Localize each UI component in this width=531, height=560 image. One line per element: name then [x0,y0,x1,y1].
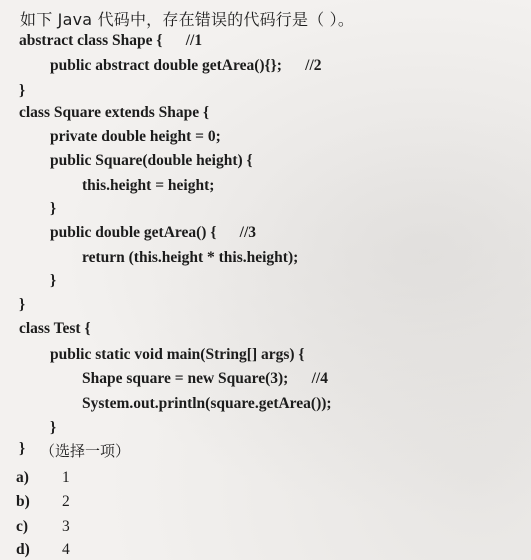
code-line-15: Shape square = new Square(3); //4 [82,370,328,387]
code-line-4: class Square extends Shape { [19,104,210,121]
option-a-value: 1 [62,469,70,486]
code-line-10: return (this.height * this.height); [82,249,299,266]
code-line-7: this.height = height; [82,177,215,194]
code-line-17: } [50,419,57,436]
code-line-18: } [19,440,26,457]
select-one-hint: （选择一项） [40,442,131,460]
option-d-letter: d) [16,541,30,558]
code-line-13: class Test { [19,320,91,337]
code-line-9: public double getArea() { //3 [50,224,257,241]
option-c-value: 3 [62,518,70,535]
code-line-11: } [50,272,57,289]
code-line-5: private double height = 0; [50,128,221,145]
code-line-8: } [50,200,57,217]
code-line-1: abstract class Shape { //1 [19,32,203,49]
option-b-letter: b) [16,493,30,510]
code-line-14: public static void main(String[] args) { [50,346,305,363]
code-line-3: } [19,82,26,99]
option-d-value: 4 [62,541,70,558]
code-line-16: System.out.println(square.getArea()); [82,395,332,412]
option-c-letter: c) [16,518,29,535]
option-b-value: 2 [62,493,70,510]
code-line-2: public abstract double getArea(){}; //2 [50,57,322,74]
question-text: 如下 Java 代码中，存在错误的代码行是（ ）。 [20,10,355,29]
option-a-letter: a) [16,469,29,486]
code-line-12: } [19,296,26,313]
code-line-6: public Square(double height) { [50,152,253,169]
